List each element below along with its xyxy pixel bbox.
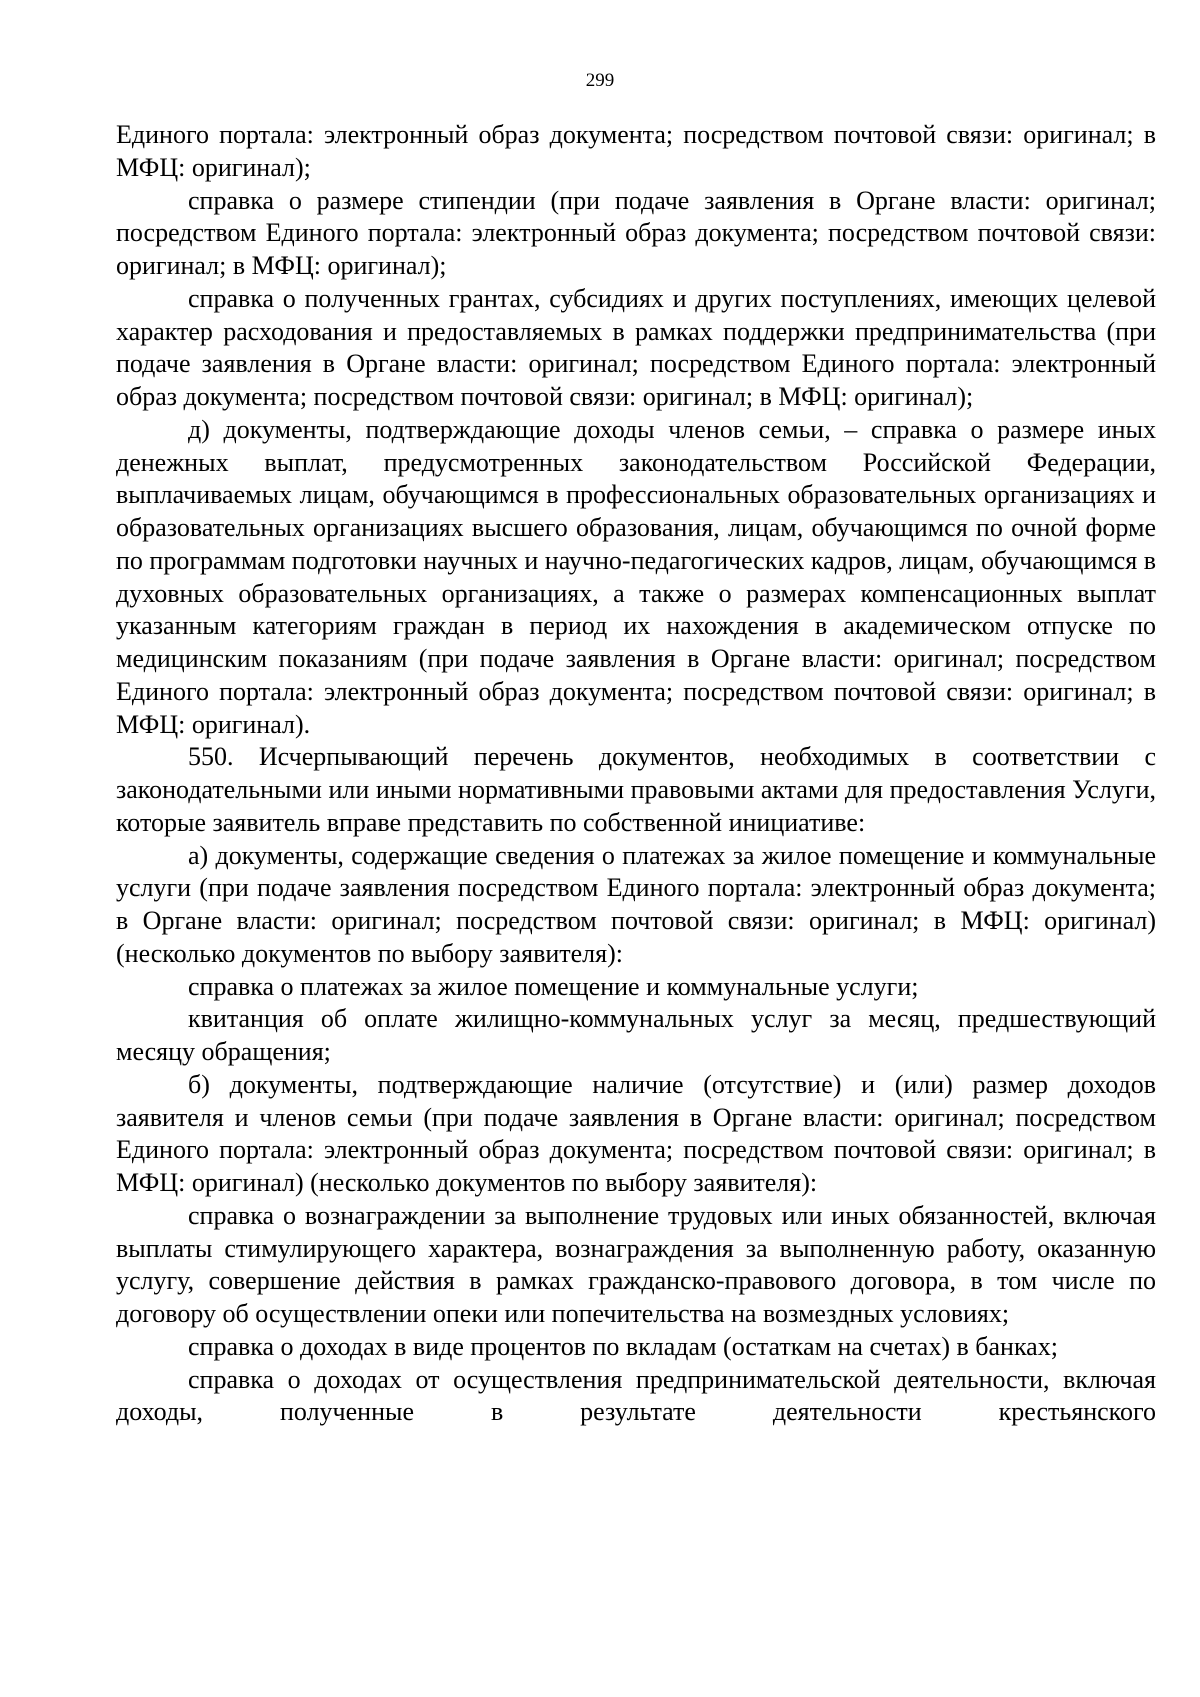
paragraph-utility-receipt: квитанция об оплате жилищно-коммунальных услуг за месяц, предшествующий месяцу обращения; [116, 1004, 1156, 1066]
paragraph-stipend-certificate: справка о размере стипендии (при подаче заявления в Органе власти: оригинал; посредством Единого портала: электронный образ документа; посредством почтовой связи: оригинал; в МФЦ: оригинал); [116, 185, 1156, 280]
document-body [116, 119, 1156, 1429]
paragraph-remuneration-certificate: справка о вознаграждении за выполнение трудовых или иных обязанностей, включая выплаты стимулирующего характера, вознаграждения за выполненную работу, оказанную услугу, совершение действия в рамках гражданско-правового договора, в том числе по договору об осуществлении опеки или попечительства на возмездных условиях; [116, 1200, 1156, 1328]
paragraph-item-a: а) документы, содержащие сведения о платежах за жилое помещение и коммунальные услуги (при подаче заявления посредством Единого портала: электронный образ документа; в Органе власти: оригинал; посредством почтовой связи: оригинал; в МФЦ: оригинал) (несколько документов по выбору заявителя): [116, 840, 1156, 968]
paragraph-clause-550: 550. Исчерпывающий перечень документов, необходимых в соответствии с законодательными или иными нормативными правовыми актами для предоставления Услуги, которые заявитель вправе представить по собственной инициативе: [116, 742, 1156, 837]
paragraph-grants-certificate: справка о полученных грантах, субсидиях и других поступлениях, имеющих целевой характер расходования и предоставляемых в рамках поддержки предпринимательства (при подаче заявления в Органе власти: оригинал; посредством Единого портала: электронный образ документа; посредством почтовой связи: оригинал; в МФЦ: оригинал); [116, 283, 1156, 411]
paragraph-deposit-interest-certificate: справка о доходах в виде процентов по вкладам (остаткам на счетах) в банках; [188, 1331, 1058, 1361]
paragraph-housing-payments-certificate: справка о платежах за жилое помещение и коммунальные услуги; [188, 971, 919, 1001]
paragraph-continuation: Единого портала: электронный образ документа; посредством почтовой связи: оригинал; в МФЦ: оригинал); [116, 120, 1156, 182]
page-number: 299 [585, 70, 615, 91]
paragraph-item-d: д) документы, подтверждающие доходы членов семьи, – справка о размере иных денежных выплат, предусмотренных законодательством Российской Федерации, выплачиваемых лицам, обучающимся в профессиональных образовательных организациях и образовательных организациях высшего образования, лицам, обучающимся по очной форме по программам подготовки научных и научно-педагогических кадров, лицам, обучающимся в духовных образовательных организациях, а также о размерах компенсационных выплат указанным категориям граждан в период их нахождения в академическом отпуске по медицинским показаниям (при подаче заявления в Органе власти: оригинал; посредством Единого портала: электронный образ документа; посредством почтовой связи: оригинал; в МФЦ: оригинал). [116, 414, 1156, 739]
paragraph-business-income-certificate: справка о доходах от осуществления предпринимательской деятельности, включая доходы, полученные в результате деятельности крестьянского [116, 1364, 1156, 1427]
paragraph-item-b: б) документы, подтверждающие наличие (отсутствие) и (или) размер доходов заявителя и членов семьи (при подаче заявления в Органе власти: оригинал; посредством Единого портала: электронный образ документа; посредством почтовой связи: оригинал; в МФЦ: оригинал) (несколько документов по выбору заявителя): [116, 1069, 1156, 1197]
